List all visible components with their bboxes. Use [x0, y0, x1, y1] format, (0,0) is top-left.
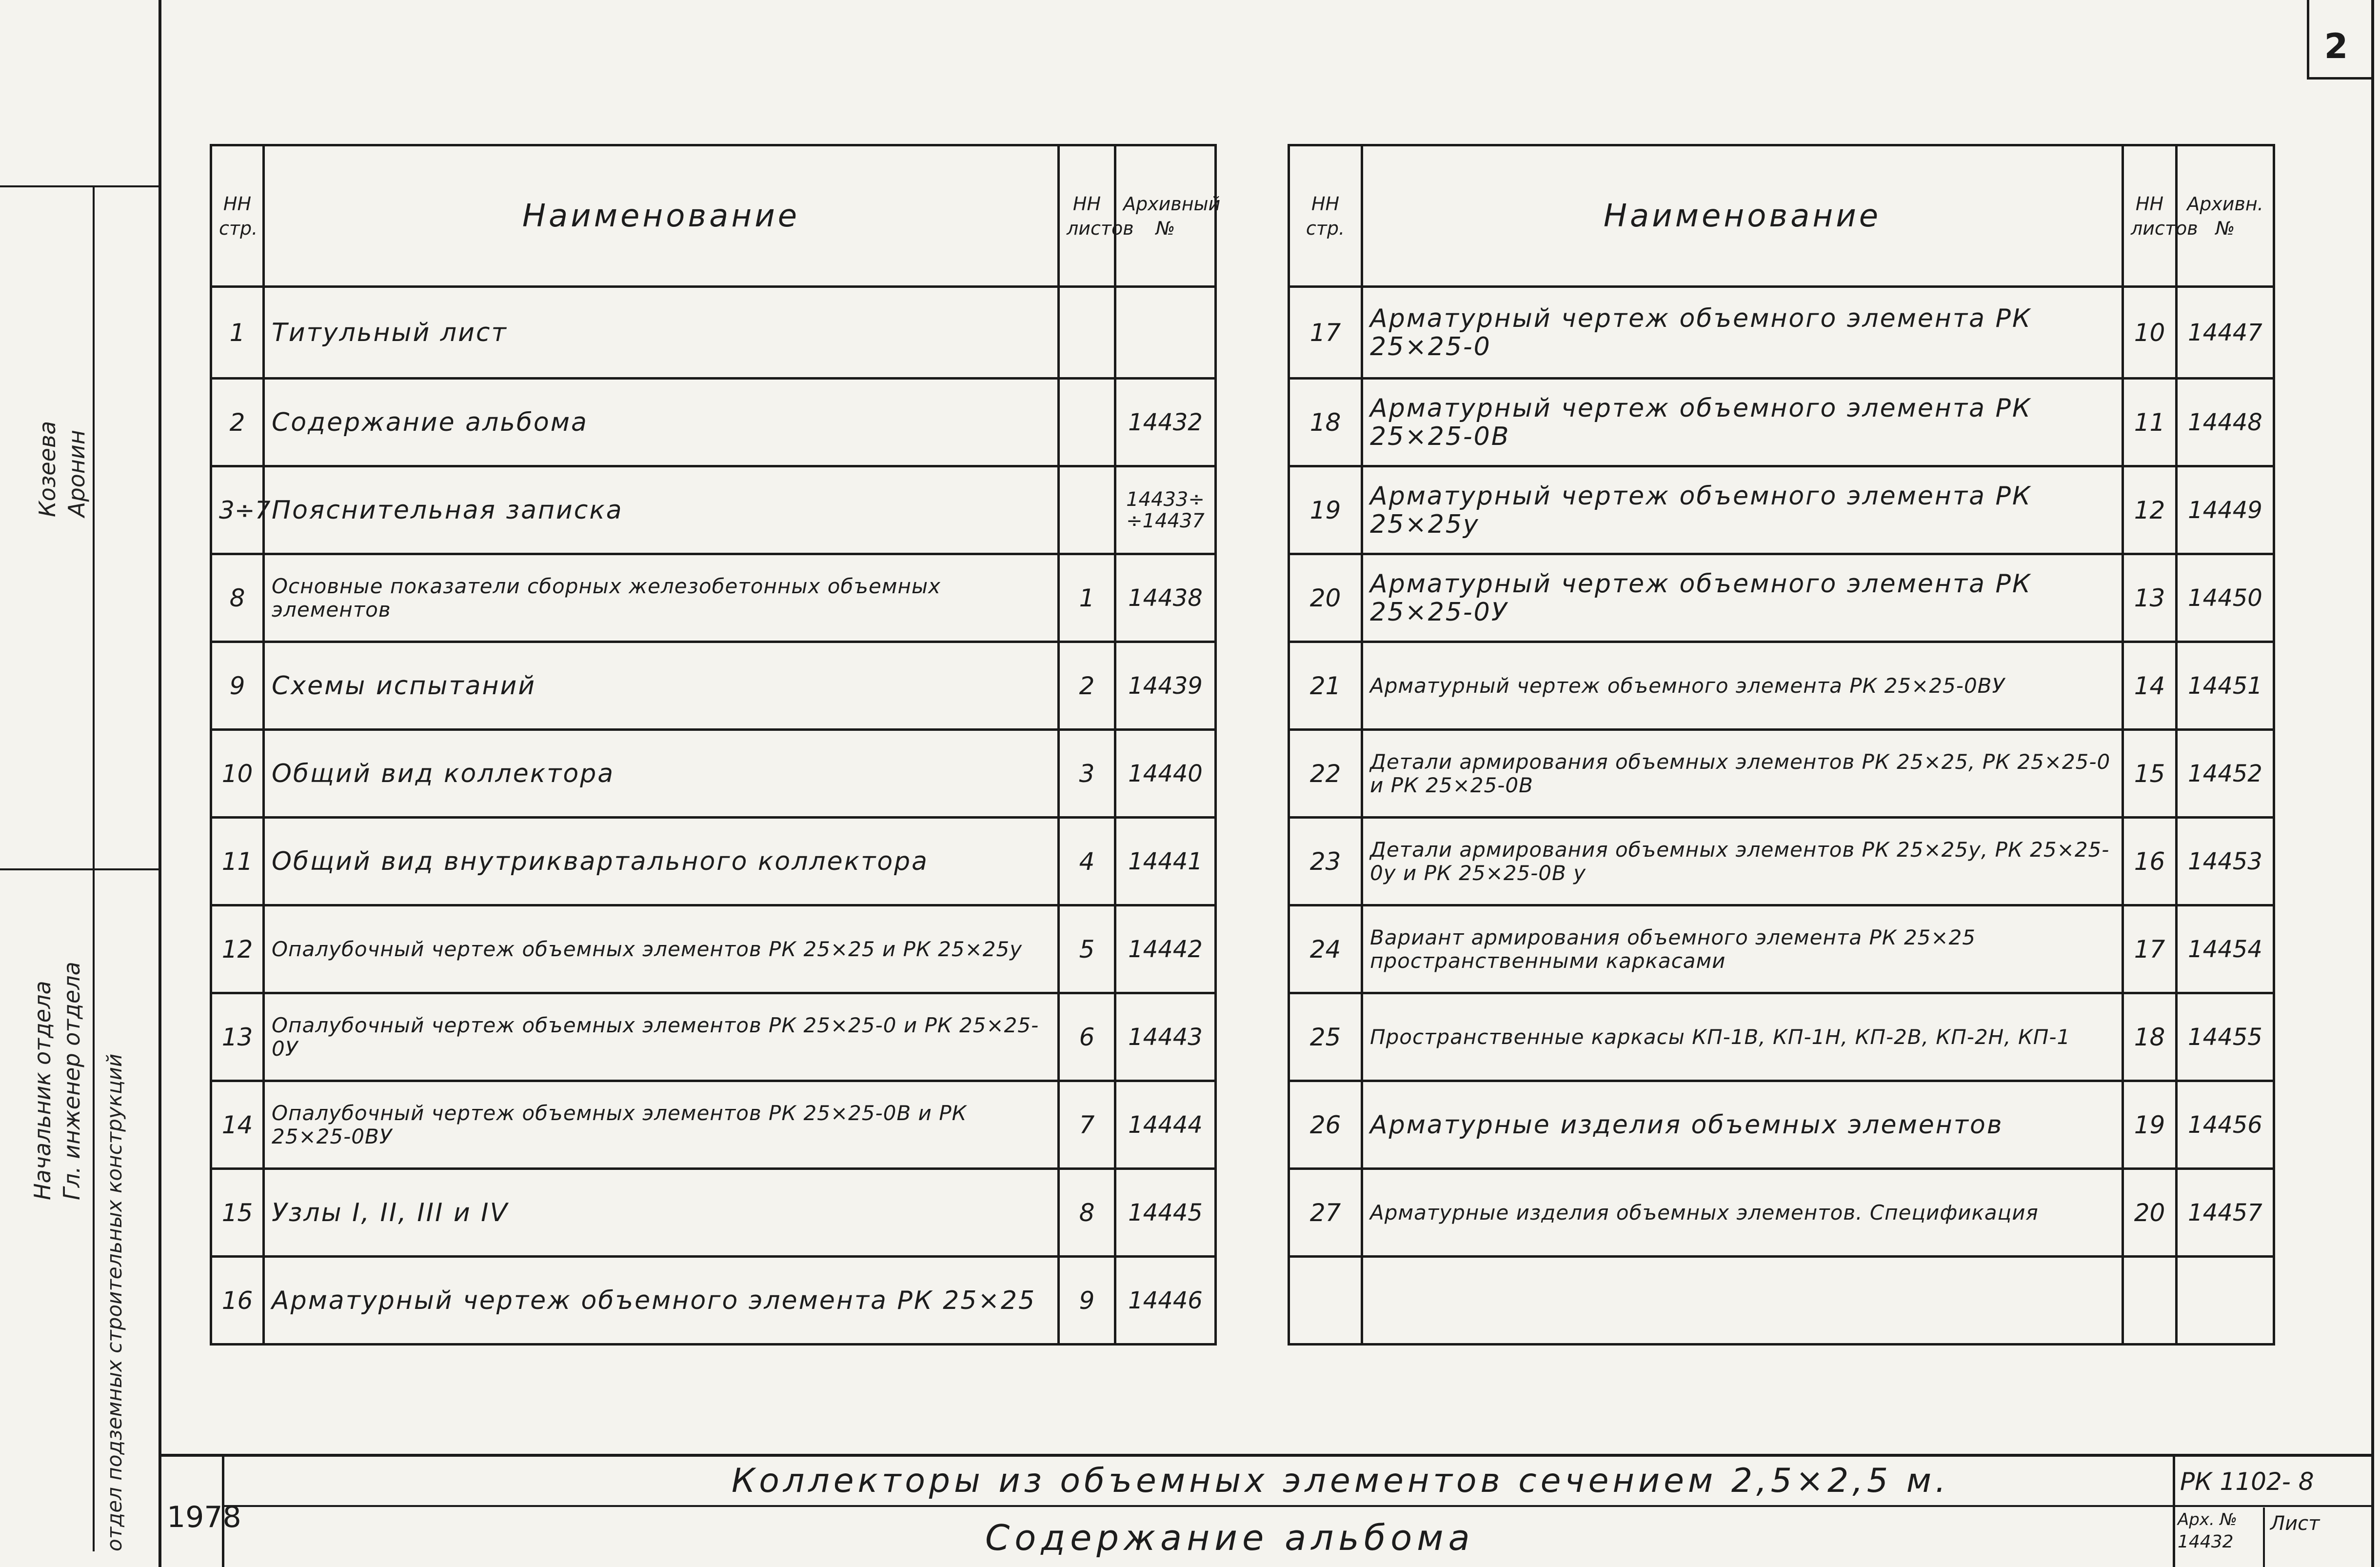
row-page-number: 24 [1289, 905, 1362, 993]
table-row [211, 466, 1216, 554]
row-archive-number: 14443 [1115, 993, 1216, 1081]
row-archive-number: 14453 [2177, 818, 2274, 905]
row-name: Узлы I, II, III и IV [264, 1169, 1059, 1257]
row-archive-number: 14450 [2177, 554, 2274, 642]
col-header-page: НН стр. [211, 145, 264, 287]
row-page-number: 13 [211, 993, 264, 1081]
row-page-number: 16 [211, 1257, 264, 1345]
row-sheet-count: 15 [2123, 730, 2177, 818]
row-page-number: 20 [1289, 554, 1362, 642]
row-page-number: 17 [1289, 287, 1362, 379]
sheet-title: Содержание альбома [985, 1517, 1475, 1558]
table-row [1289, 905, 2274, 993]
row-archive-number: 14449 [2177, 466, 2274, 554]
row-sheet-count [1059, 466, 1115, 554]
row-name: Общий вид коллектора [264, 730, 1059, 818]
contents-table-left [210, 144, 1221, 1346]
row-archive-number: 14441 [1115, 818, 1216, 905]
row-archive-number: 14432 [1115, 379, 1216, 466]
row-name: Пространственные каркасы КП-1В, КП-1Н, КП-2В, КП-2Н, КП-1 [1362, 993, 2123, 1081]
table-row [1289, 730, 2274, 818]
side-block-divider [0, 868, 161, 870]
table-row [1289, 1169, 2274, 1257]
row-page-number [1289, 1257, 1362, 1345]
side-name-2: Аронин [63, 430, 90, 517]
row-page-number: 3÷7 [211, 466, 264, 554]
contents-table-right [1288, 144, 2275, 1346]
row-sheet-count: 3 [1059, 730, 1115, 818]
row-name: Содержание альбома [264, 379, 1059, 466]
row-page-number: 9 [211, 642, 264, 730]
row-name [1362, 1257, 2123, 1345]
side-role-1: Начальник отдела [29, 981, 56, 1200]
row-page-number: 22 [1289, 730, 1362, 818]
row-archive-number [1115, 287, 1216, 379]
side-block-divider [0, 185, 161, 187]
row-name: Общий вид внутриквартального коллектора [264, 818, 1059, 905]
row-sheet-count: 12 [2123, 466, 2177, 554]
side-name-1: Козеева [34, 421, 60, 517]
row-name: Опалубочный чертеж объемных элементов РК 25×25-0В и РК 25×25-0ВУ [264, 1081, 1059, 1169]
col-header-sheets: НН листов [2123, 145, 2177, 287]
table-row [211, 642, 1216, 730]
row-name: Детали армирования объемных элементов РК 25×25, РК 25×25-0 и РК 25×25-0В [1362, 730, 2123, 818]
drawing-code: РК 1102- 8 [2180, 1467, 2314, 1496]
row-page-number: 21 [1289, 642, 1362, 730]
row-archive-number: 14448 [2177, 379, 2274, 466]
table-row [1289, 993, 2274, 1081]
table-row [211, 1257, 1216, 1345]
row-page-number: 2 [211, 379, 264, 466]
row-archive-number: 14456 [2177, 1081, 2274, 1169]
row-sheet-count: 4 [1059, 818, 1115, 905]
row-name: Детали армирования объемных элементов РК 25×25у, РК 25×25-0у и РК 25×25-0В у [1362, 818, 2123, 905]
table-row [1289, 642, 2274, 730]
year-label: 1978 [167, 1500, 241, 1534]
frame-left-border [159, 0, 161, 1567]
table-row [211, 554, 1216, 642]
row-sheet-count: 18 [2123, 993, 2177, 1081]
row-sheet-count [1059, 379, 1115, 466]
row-name: Арматурный чертеж объемного элемента РК 25×25 [264, 1257, 1059, 1345]
row-sheet-count: 2 [1059, 642, 1115, 730]
table-row [211, 818, 1216, 905]
row-name: Арматурный чертеж объемного элемента РК 25×25-0В [1362, 379, 2123, 466]
row-archive-number [2177, 1257, 2274, 1345]
row-page-number: 8 [211, 554, 264, 642]
row-page-number: 12 [211, 905, 264, 993]
row-archive-number: 14444 [1115, 1081, 1216, 1169]
table-row [1289, 1081, 2274, 1169]
row-sheet-count: 14 [2123, 642, 2177, 730]
row-page-number: 15 [211, 1169, 264, 1257]
table-header-row [1289, 145, 2274, 287]
row-sheet-count: 6 [1059, 993, 1115, 1081]
table-row [1289, 818, 2274, 905]
title-code-divider [2173, 1454, 2175, 1567]
table-row [1289, 287, 2274, 379]
row-archive-number: 14433÷ ÷14437 [1115, 466, 1216, 554]
row-sheet-count [1059, 287, 1115, 379]
table-row [211, 730, 1216, 818]
row-sheet-count: 11 [2123, 379, 2177, 466]
row-archive-number: 14452 [2177, 730, 2274, 818]
row-page-number: 19 [1289, 466, 1362, 554]
row-archive-number: 14447 [2177, 287, 2274, 379]
row-name: Опалубочный чертеж объемных элементов РК 25×25 и РК 25×25у [264, 905, 1059, 993]
row-page-number: 1 [211, 287, 264, 379]
row-archive-number: 14439 [1115, 642, 1216, 730]
row-page-number: 26 [1289, 1081, 1362, 1169]
row-sheet-count: 16 [2123, 818, 2177, 905]
row-archive-number: 14446 [1115, 1257, 1216, 1345]
row-sheet-count: 8 [1059, 1169, 1115, 1257]
table-header-row [211, 145, 1216, 287]
sheet-label: Лист [2270, 1512, 2320, 1535]
side-department: отдел подземных строительных конструкций [102, 1053, 126, 1551]
col-header-archive: Архивн. № [2177, 145, 2274, 287]
table-row [1289, 466, 2274, 554]
archive-label: Арх. № [2178, 1510, 2237, 1529]
row-name: Вариант армирования объемного элемента РК 25×25 пространственными каркасами [1362, 905, 2123, 993]
row-name: Схемы испытаний [264, 642, 1059, 730]
row-sheet-count: 20 [2123, 1169, 2177, 1257]
title-sheet-divider [2263, 1507, 2265, 1567]
row-archive-number: 14442 [1115, 905, 1216, 993]
table-row [1289, 379, 2274, 466]
table-row [211, 1169, 1216, 1257]
row-sheet-count [2123, 1257, 2177, 1345]
col-header-name: Наименование [1362, 145, 2123, 287]
col-header-archive: Архивный № [1115, 145, 1216, 287]
row-sheet-count: 13 [2123, 554, 2177, 642]
row-name: Опалубочный чертеж объемных элементов РК 25×25-0 и РК 25×25-0У [264, 993, 1059, 1081]
album-title: Коллекторы из объемных элементов сечением 2,5×2,5 м. [732, 1462, 1950, 1500]
row-archive-number: 14455 [2177, 993, 2274, 1081]
frame-right-border [2371, 0, 2374, 1567]
side-role-2: Гл. инженер отдела [59, 962, 85, 1200]
row-sheet-count: 10 [2123, 287, 2177, 379]
col-header-sheets: НН листов [1059, 145, 1115, 287]
row-archive-number: 14457 [2177, 1169, 2274, 1257]
table-row [211, 905, 1216, 993]
row-name: Пояснительная записка [264, 466, 1059, 554]
row-sheet-count: 9 [1059, 1257, 1115, 1345]
col-header-name: Наименование [264, 145, 1059, 287]
table-row [211, 287, 1216, 379]
row-page-number: 18 [1289, 379, 1362, 466]
table-row [211, 993, 1216, 1081]
row-name: Арматурный чертеж объемного элемента РК 25×25-0ВУ [1362, 642, 2123, 730]
row-name: Арматурные изделия объемных элементов. Спецификация [1362, 1169, 2123, 1257]
row-name: Титульный лист [264, 287, 1059, 379]
row-name: Арматурный чертеж объемного элемента РК 25×25-0 [1362, 287, 2123, 379]
row-page-number: 23 [1289, 818, 1362, 905]
row-page-number: 10 [211, 730, 264, 818]
table-row [1289, 1257, 2274, 1345]
row-page-number: 27 [1289, 1169, 1362, 1257]
row-page-number: 14 [211, 1081, 264, 1169]
row-page-number: 11 [211, 818, 264, 905]
table-row [1289, 554, 2274, 642]
row-name: Арматурные изделия объемных элементов [1362, 1081, 2123, 1169]
row-archive-number: 14438 [1115, 554, 1216, 642]
row-archive-number: 14451 [2177, 642, 2274, 730]
row-sheet-count: 1 [1059, 554, 1115, 642]
row-sheet-count: 5 [1059, 905, 1115, 993]
archive-number: 14432 [2178, 1532, 2234, 1552]
row-archive-number: 14445 [1115, 1169, 1216, 1257]
row-name: Арматурный чертеж объемного элемента РК 25×25у [1362, 466, 2123, 554]
row-name: Основные показатели сборных железобетонных объемных элементов [264, 554, 1059, 642]
row-name: Арматурный чертеж объемного элемента РК 25×25-0У [1362, 554, 2123, 642]
title-block-top [161, 1454, 2373, 1457]
row-sheet-count: 19 [2123, 1081, 2177, 1169]
title-block-mid [224, 1505, 2373, 1507]
row-archive-number: 14440 [1115, 730, 1216, 818]
sheet-number: 2 [2324, 26, 2348, 66]
table-row [211, 379, 1216, 466]
row-sheet-count: 17 [2123, 905, 2177, 993]
row-page-number: 25 [1289, 993, 1362, 1081]
side-block-column [93, 185, 95, 1551]
row-archive-number: 14454 [2177, 905, 2274, 993]
col-header-page: НН стр. [1289, 145, 1362, 287]
row-sheet-count: 7 [1059, 1081, 1115, 1169]
table-row [211, 1081, 1216, 1169]
